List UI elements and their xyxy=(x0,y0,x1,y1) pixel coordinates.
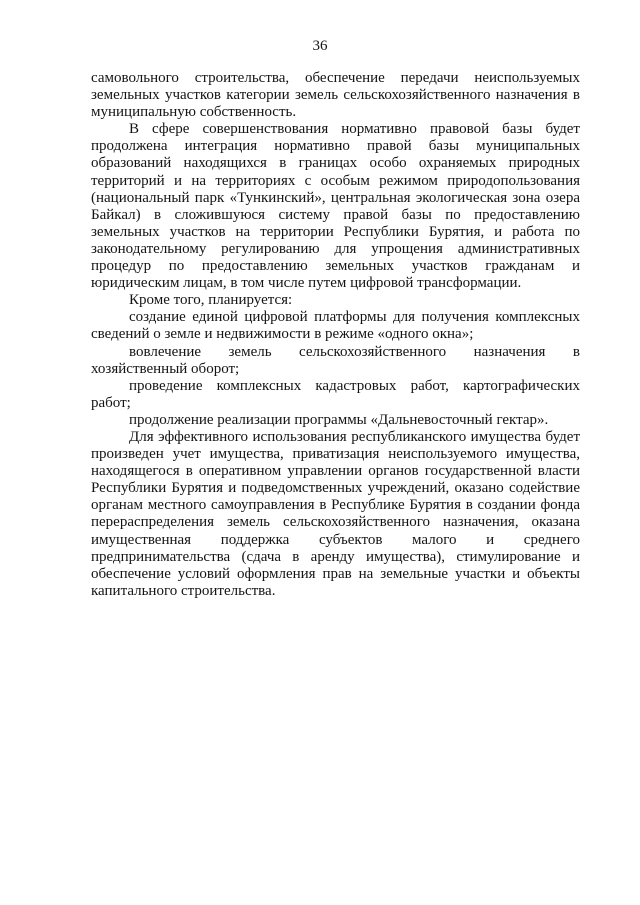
paragraph-plans-intro: Кроме того, планируется: xyxy=(129,292,293,309)
page-number: 36 xyxy=(312,38,328,54)
list-item-agricultural-land: вовлечение земель сельскохозяйственного назначения в хозяйственный оборот; xyxy=(91,343,580,377)
list-item-digital-platform: создание единой цифровой платформы для получения комплексных сведений о земле и недвижимости в режиме «одного окна»; xyxy=(91,309,580,343)
document-body xyxy=(91,70,580,600)
list-item-cadastral-works: проведение комплексных кадастровых работ, картографических работ; xyxy=(91,377,580,411)
paragraph-legal-framework: В сфере совершенствования нормативно правовой базы будет продолжена интеграция нормативно правой базы муниципальных образований находящихся в границах особо охраняемых природных территорий и на территориях с особым режимом природопользования (национальный парк «Тункинский», центральная экологическая зона озера Байкал) в сложившуюся систему правой базы по предоставлению земельных участков на территории Республики Бурятия, и работа по законодательному регулированию для упрощения административных процедур по предоставлению земельных участков гражданам и юридическим лицам, в том числе путем цифровой трансформации. xyxy=(91,121,580,292)
paragraph-continuation: самовольного строительства, обеспечение передачи неиспользуемых земельных участков категории земель сельскохозяйственного назначения в муниципальную собственность. xyxy=(91,70,580,121)
paragraph-property-use: Для эффективного использования республиканского имущества будет произведен учет имущества, приватизация неиспользуемого имущества, находящегося в оперативном управлении органов государственной власти Республики Бурятия и подведомственных учреждений, оказано содействие органам местного самоуправления в Республике Бурятия в создании фонда перераспределения земель сельскохозяйственного назначения, оказана имущественная поддержка субъектов малого и среднего предпринимательства (сдача в аренду имущества), стимулирование и обеспечение условий оформления прав на земельные участки и объекты капитального строительства. xyxy=(91,428,580,599)
list-item-far-east-hectare: продолжение реализации программы «Дальневосточный гектар». xyxy=(129,411,549,428)
